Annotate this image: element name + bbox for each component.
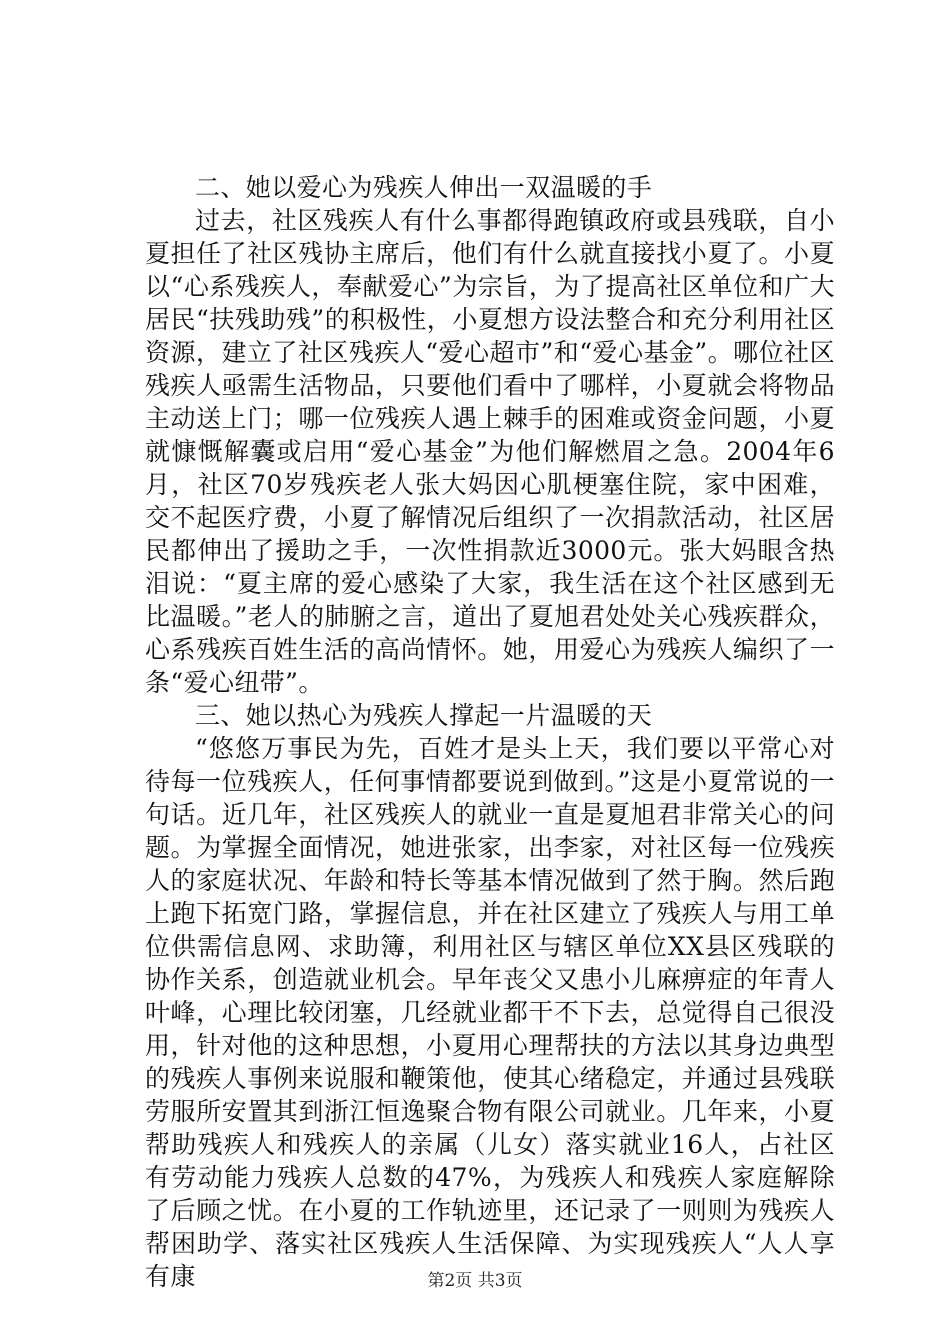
document-body (145, 171, 835, 1293)
section-heading: 三、她以热心为残疾人撑起一片温暖的天 (195, 701, 653, 730)
section-paragraph: 过去，社区残疾人有什么事都得跑镇政府或县残联，自小夏担任了社区残协主席后，他们有什么就直接找小夏了。小夏以“心系残疾人，奉献爱心”为宗旨，为了提高社区单位和广大居民“扶残助残”的积极性，小夏想方设法整合和充分利用社区资源，建立了社区残疾人“爱心超市”和“爱心基金”。哪位社区残疾人亟需生活物品，只要他们看中了哪样，小夏就会将物品主动送上门；哪一位残疾人遇上棘手的困难或资金问题，小夏就慷慨解囊或启用“爱心基金”为他们解燃眉之急。2004年6月，社区70岁残疾老人张大妈因心肌梗塞住院，家中困难，交不起医疗费，小夏了解情况后组织了一次捐款活动，社区居民都伸出了援助之手，一次性捐款近3000元。张大妈眼含热泪说：“夏主席的爱心感染了大家，我生活在这个社区感到无比温暖。”老人的肺腑之言，道出了夏旭君处处关心残疾群众，心系残疾百姓生活的高尚情怀。她，用爱心为残疾人编织了一条“爱心纽带”。 (145, 206, 835, 697)
section-paragraph: “悠悠万事民为先，百姓才是头上天，我们要以平常心对待每一位残疾人，任何事情都要说到做到。”这是小夏常说的一句话。近几年，社区残疾人的就业一直是夏旭君非常关心的问题。为掌握全面情况，她进张家，出李家，对社区每一位残疾人的家庭状况、年龄和特长等基本情况做到了然于胸。然后跑上跑下拓宽门路，掌握信息，并在社区建立了残疾人与用工单位供需信息网、求助簿，利用社区与辖区单位XX县区残联的协作关系，创造就业机会。早年丧父又患小儿麻痹症的年青人叶峰，心理比较闭塞，几经就业都干不下去，总觉得自己很没用，针对他的这种思想，小夏用心理帮扶的方法以其身边典型的残疾人事例来说服和鞭策他，使其心绪稳定，并通过县残联劳服所安置其到浙江恒逸聚合物有限公司就业。几年来，小夏帮助残疾人和残疾人的亲属（儿女）落实就业16人，占社区有劳动能力残疾人总数的47%，为残疾人和残疾人家庭解除了后顾之忧。在小夏的工作轨迹里，还记录了一则则为残疾人帮困助学、落实社区残疾人生活保障、为实现残疾人“人人享有康 (145, 734, 835, 1291)
page-footer: 第2页 共3页 (427, 1271, 523, 1291)
section-heading: 二、她以爱心为残疾人伸出一双温暖的手 (195, 173, 653, 202)
